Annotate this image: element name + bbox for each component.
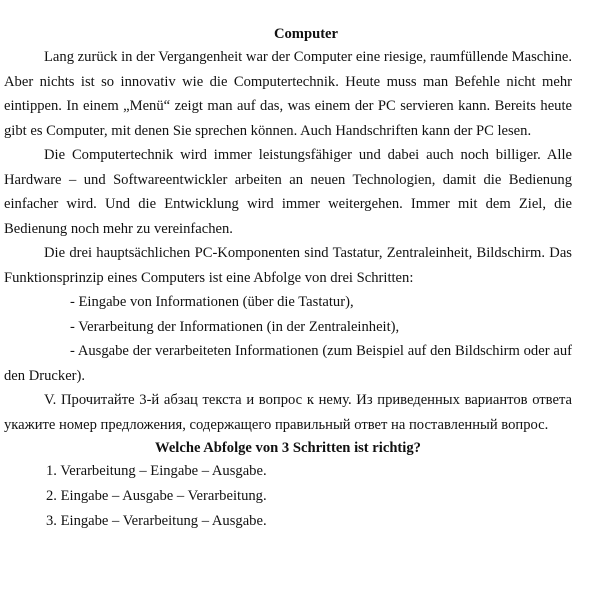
paragraph-1: Lang zurück in der Vergangenheit war der Computer eine riesige, raumfüllende Maschine. Aber nichts ist so innovativ wie die Computertechnik. Heute muss man Befehle nicht mehr eintippen. In einem „Menü“ zeigt man auf das, was einem der PC servieren kann. Bereits heute gibt es Computer, mit denen Sie sprechen können. Auch Handschriften kann der PC lesen. bbox=[4, 49, 572, 139]
document-page bbox=[4, 24, 572, 534]
task-instruction: V. Прочитайте 3-й абзац текста и вопрос к нему. Из приведенных вариантов ответа укажите номер предложения, содержащего правильный ответ на поставленный вопрос. bbox=[4, 392, 572, 433]
answer-option-3: 3. Eingabe – Verarbeitung – Ausgabe. bbox=[46, 513, 267, 529]
paragraph-3: Die drei hauptsächlichen PC-Komponenten sind Tastatur, Zentraleinheit, Bildschirm. Das Funktionsprinzip eines Computers ist eine Abfolge von drei Schritten: bbox=[4, 245, 572, 286]
paragraph-2: Die Computertechnik wird immer leistungsfähiger und dabei auch noch billiger. Alle Hardware – und Softwareentwickler arbeiten an neuen Technologien, damit die Bedienung einfacher wird. Und die Entwicklung wird immer weitergehen. Immer mit dem Ziel, die Bedienung noch mehr zu vereinfachen. bbox=[4, 147, 572, 237]
answer-option-1: 1. Verarbeitung – Eingabe – Ausgabe. bbox=[46, 463, 267, 479]
document-title: Computer bbox=[273, 26, 339, 42]
step-item-1: - Eingabe von Informationen (über die Tastatur), bbox=[70, 294, 354, 310]
question-heading: Welche Abfolge von 3 Schritten ist richtig? bbox=[155, 440, 421, 456]
step-item-3: - Ausgabe der verarbeiteten Informationen (zum Beispiel auf den Bildschirm oder auf den Drucker). bbox=[4, 343, 572, 384]
step-item-2: - Verarbeitung der Informationen (in der Zentraleinheit), bbox=[70, 318, 400, 335]
answer-options bbox=[4, 459, 572, 534]
answer-option-2: 2. Eingabe – Ausgabe – Verarbeitung. bbox=[46, 488, 267, 504]
